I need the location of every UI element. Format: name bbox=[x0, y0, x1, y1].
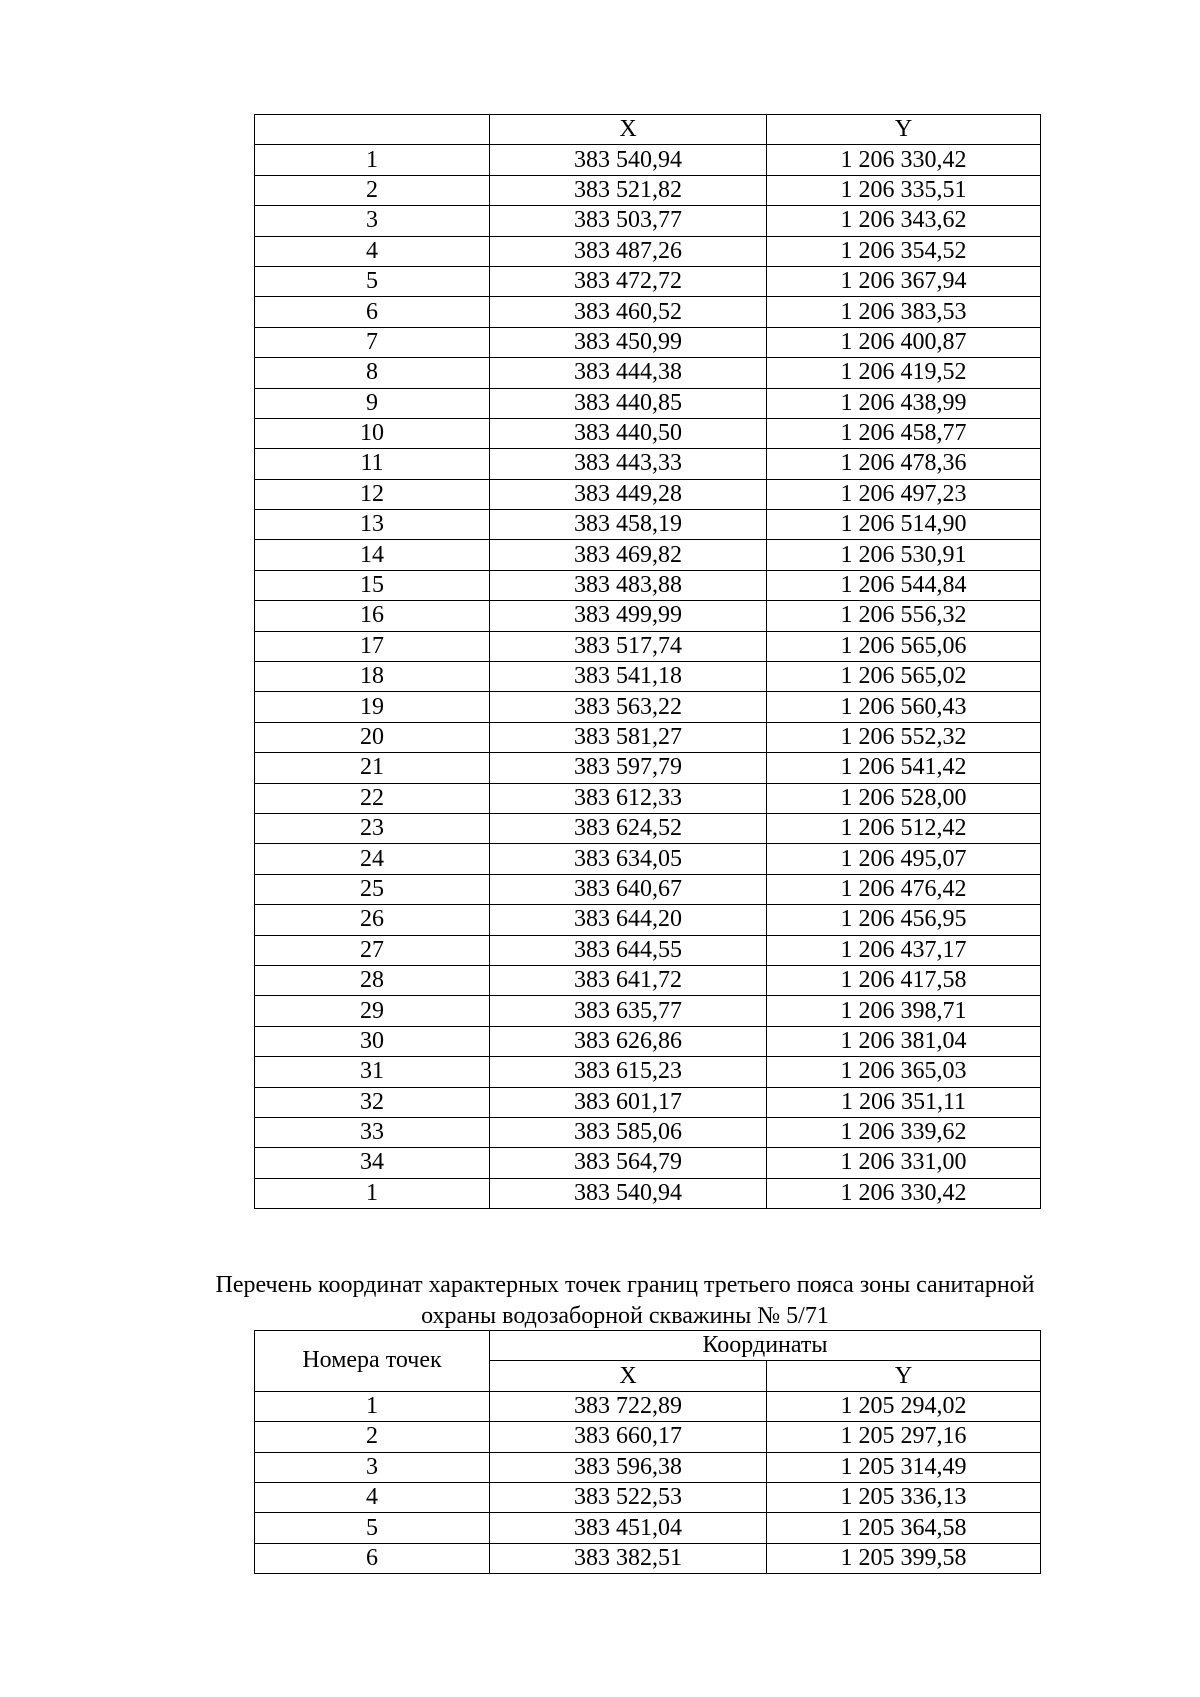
x-coordinate-cell: 383 641,72 bbox=[490, 965, 767, 995]
point-number-cell: 28 bbox=[255, 965, 490, 995]
point-number-cell: 33 bbox=[255, 1117, 490, 1147]
table-row bbox=[255, 358, 1041, 388]
table-row bbox=[255, 1452, 1041, 1482]
point-number-cell: 8 bbox=[255, 358, 490, 388]
x-coordinate-cell: 383 722,89 bbox=[490, 1391, 767, 1421]
y-coordinate-cell: 1 206 365,03 bbox=[767, 1057, 1041, 1087]
point-number-cell: 7 bbox=[255, 327, 490, 357]
y-coordinate-cell: 1 206 495,07 bbox=[767, 844, 1041, 874]
y-coordinate-cell: 1 206 417,58 bbox=[767, 965, 1041, 995]
table-row bbox=[255, 236, 1041, 266]
y-coordinate-cell: 1 206 331,00 bbox=[767, 1148, 1041, 1178]
point-number-cell: 20 bbox=[255, 722, 490, 752]
header-row bbox=[255, 1331, 1041, 1361]
y-coordinate-cell: 1 206 437,17 bbox=[767, 935, 1041, 965]
x-coordinate-cell: 383 612,33 bbox=[490, 783, 767, 813]
x-coordinate-cell: 383 635,77 bbox=[490, 996, 767, 1026]
table-row bbox=[255, 510, 1041, 540]
point-number-cell: 6 bbox=[255, 1543, 490, 1573]
y-coordinate-cell: 1 206 530,91 bbox=[767, 540, 1041, 570]
y-coordinate-cell: 1 205 399,58 bbox=[767, 1543, 1041, 1573]
header-x-cell: X bbox=[490, 1361, 767, 1391]
point-number-cell: 4 bbox=[255, 1482, 490, 1512]
x-coordinate-cell: 383 615,23 bbox=[490, 1057, 767, 1087]
y-coordinate-cell: 1 206 419,52 bbox=[767, 358, 1041, 388]
header-point-numbers-cell: Номера точек bbox=[255, 1331, 490, 1392]
point-number-cell: 10 bbox=[255, 418, 490, 448]
x-coordinate-cell: 383 626,86 bbox=[490, 1026, 767, 1056]
y-coordinate-cell: 1 206 354,52 bbox=[767, 236, 1041, 266]
y-coordinate-cell: 1 206 528,00 bbox=[767, 783, 1041, 813]
point-number-cell: 14 bbox=[255, 540, 490, 570]
x-coordinate-cell: 383 585,06 bbox=[490, 1117, 767, 1147]
table-row bbox=[255, 905, 1041, 935]
y-coordinate-cell: 1 206 343,62 bbox=[767, 206, 1041, 236]
point-number-cell: 34 bbox=[255, 1148, 490, 1178]
table-row bbox=[255, 1117, 1041, 1147]
table-body bbox=[255, 1331, 1041, 1574]
y-coordinate-cell: 1 206 514,90 bbox=[767, 510, 1041, 540]
table-body bbox=[255, 115, 1041, 1209]
point-number-cell: 9 bbox=[255, 388, 490, 418]
x-coordinate-cell: 383 450,99 bbox=[490, 327, 767, 357]
x-coordinate-cell: 383 541,18 bbox=[490, 662, 767, 692]
y-coordinate-cell: 1 206 565,06 bbox=[767, 631, 1041, 661]
table-row bbox=[255, 965, 1041, 995]
table-row bbox=[255, 388, 1041, 418]
header-x-cell: X bbox=[490, 115, 767, 145]
x-coordinate-cell: 383 564,79 bbox=[490, 1148, 767, 1178]
table-row bbox=[255, 1482, 1041, 1512]
y-coordinate-cell: 1 206 339,62 bbox=[767, 1117, 1041, 1147]
point-number-cell: 5 bbox=[255, 1513, 490, 1543]
point-number-cell: 17 bbox=[255, 631, 490, 661]
table-row bbox=[255, 449, 1041, 479]
y-coordinate-cell: 1 205 336,13 bbox=[767, 1482, 1041, 1512]
table-row bbox=[255, 1087, 1041, 1117]
table-row bbox=[255, 175, 1041, 205]
point-number-cell: 32 bbox=[255, 1087, 490, 1117]
y-coordinate-cell: 1 206 438,99 bbox=[767, 388, 1041, 418]
point-number-cell: 3 bbox=[255, 1452, 490, 1482]
y-coordinate-cell: 1 206 456,95 bbox=[767, 905, 1041, 935]
point-number-cell: 2 bbox=[255, 175, 490, 205]
table-row bbox=[255, 662, 1041, 692]
x-coordinate-cell: 383 443,33 bbox=[490, 449, 767, 479]
table-row bbox=[255, 783, 1041, 813]
y-coordinate-cell: 1 205 314,49 bbox=[767, 1452, 1041, 1482]
x-coordinate-cell: 383 644,55 bbox=[490, 935, 767, 965]
table-row bbox=[255, 874, 1041, 904]
x-coordinate-cell: 383 521,82 bbox=[490, 175, 767, 205]
table-row bbox=[255, 1513, 1041, 1543]
table-row bbox=[255, 418, 1041, 448]
point-number-cell: 26 bbox=[255, 905, 490, 935]
table-row bbox=[255, 327, 1041, 357]
table-row bbox=[255, 1543, 1041, 1573]
y-coordinate-cell: 1 206 383,53 bbox=[767, 297, 1041, 327]
header-row bbox=[255, 115, 1041, 145]
table-row bbox=[255, 1026, 1041, 1056]
table-row bbox=[255, 813, 1041, 843]
y-coordinate-cell: 1 206 458,77 bbox=[767, 418, 1041, 448]
y-coordinate-cell: 1 206 351,11 bbox=[767, 1087, 1041, 1117]
x-coordinate-cell: 383 597,79 bbox=[490, 753, 767, 783]
table-row bbox=[255, 145, 1041, 175]
table-row bbox=[255, 692, 1041, 722]
y-coordinate-cell: 1 206 400,87 bbox=[767, 327, 1041, 357]
point-number-cell: 4 bbox=[255, 236, 490, 266]
y-coordinate-cell: 1 205 364,58 bbox=[767, 1513, 1041, 1543]
x-coordinate-cell: 383 517,74 bbox=[490, 631, 767, 661]
x-coordinate-cell: 383 487,26 bbox=[490, 236, 767, 266]
x-coordinate-cell: 383 458,19 bbox=[490, 510, 767, 540]
table-row bbox=[255, 844, 1041, 874]
table-row bbox=[255, 540, 1041, 570]
point-number-cell: 22 bbox=[255, 783, 490, 813]
point-number-cell: 15 bbox=[255, 570, 490, 600]
point-number-cell: 5 bbox=[255, 266, 490, 296]
y-coordinate-cell: 1 206 367,94 bbox=[767, 266, 1041, 296]
table-row bbox=[255, 297, 1041, 327]
header-y-cell: Y bbox=[767, 115, 1041, 145]
x-coordinate-cell: 383 522,53 bbox=[490, 1482, 767, 1512]
x-coordinate-cell: 383 634,05 bbox=[490, 844, 767, 874]
point-number-cell: 31 bbox=[255, 1057, 490, 1087]
x-coordinate-cell: 383 440,85 bbox=[490, 388, 767, 418]
point-number-cell: 11 bbox=[255, 449, 490, 479]
table-row bbox=[255, 1391, 1041, 1421]
x-coordinate-cell: 383 469,82 bbox=[490, 540, 767, 570]
table-row bbox=[255, 601, 1041, 631]
y-coordinate-cell: 1 206 552,32 bbox=[767, 722, 1041, 752]
x-coordinate-cell: 383 540,94 bbox=[490, 1178, 767, 1208]
y-coordinate-cell: 1 206 497,23 bbox=[767, 479, 1041, 509]
table-row bbox=[255, 206, 1041, 236]
table-row bbox=[255, 1178, 1041, 1208]
x-coordinate-cell: 383 624,52 bbox=[490, 813, 767, 843]
y-coordinate-cell: 1 206 330,42 bbox=[767, 145, 1041, 175]
header-number-cell bbox=[255, 115, 490, 145]
y-coordinate-cell: 1 206 560,43 bbox=[767, 692, 1041, 722]
point-number-cell: 2 bbox=[255, 1422, 490, 1452]
y-coordinate-cell: 1 206 476,42 bbox=[767, 874, 1041, 904]
y-coordinate-cell: 1 206 556,32 bbox=[767, 601, 1041, 631]
x-coordinate-cell: 383 503,77 bbox=[490, 206, 767, 236]
y-coordinate-cell: 1 206 544,84 bbox=[767, 570, 1041, 600]
point-number-cell: 16 bbox=[255, 601, 490, 631]
y-coordinate-cell: 1 206 335,51 bbox=[767, 175, 1041, 205]
table-row bbox=[255, 935, 1041, 965]
table-row bbox=[255, 570, 1041, 600]
y-coordinate-cell: 1 205 294,02 bbox=[767, 1391, 1041, 1421]
point-number-cell: 25 bbox=[255, 874, 490, 904]
x-coordinate-cell: 383 640,67 bbox=[490, 874, 767, 904]
table-row bbox=[255, 996, 1041, 1026]
table-row bbox=[255, 1057, 1041, 1087]
coordinates-table-continued bbox=[254, 114, 1041, 1209]
point-number-cell: 1 bbox=[255, 145, 490, 175]
x-coordinate-cell: 383 499,99 bbox=[490, 601, 767, 631]
caption-line-1: Перечень координат характерных точек границ третьего пояса зоны санитарной bbox=[215, 1272, 1035, 1298]
point-number-cell: 1 bbox=[255, 1178, 490, 1208]
point-number-cell: 12 bbox=[255, 479, 490, 509]
x-coordinate-cell: 383 540,94 bbox=[490, 145, 767, 175]
table-row bbox=[255, 479, 1041, 509]
point-number-cell: 29 bbox=[255, 996, 490, 1026]
y-coordinate-cell: 1 206 330,42 bbox=[767, 1178, 1041, 1208]
table-row bbox=[255, 1422, 1041, 1452]
x-coordinate-cell: 383 644,20 bbox=[490, 905, 767, 935]
x-coordinate-cell: 383 449,28 bbox=[490, 479, 767, 509]
table-row bbox=[255, 631, 1041, 661]
table-row bbox=[255, 722, 1041, 752]
point-number-cell: 24 bbox=[255, 844, 490, 874]
point-number-cell: 6 bbox=[255, 297, 490, 327]
point-number-cell: 3 bbox=[255, 206, 490, 236]
y-coordinate-cell: 1 206 478,36 bbox=[767, 449, 1041, 479]
y-coordinate-cell: 1 206 541,42 bbox=[767, 753, 1041, 783]
y-coordinate-cell: 1 206 512,42 bbox=[767, 813, 1041, 843]
x-coordinate-cell: 383 483,88 bbox=[490, 570, 767, 600]
y-coordinate-cell: 1 206 565,02 bbox=[767, 662, 1041, 692]
x-coordinate-cell: 383 451,04 bbox=[490, 1513, 767, 1543]
point-number-cell: 18 bbox=[255, 662, 490, 692]
table-row bbox=[255, 266, 1041, 296]
x-coordinate-cell: 383 581,27 bbox=[490, 722, 767, 752]
x-coordinate-cell: 383 596,38 bbox=[490, 1452, 767, 1482]
point-number-cell: 27 bbox=[255, 935, 490, 965]
table-caption bbox=[150, 1270, 1100, 1332]
x-coordinate-cell: 383 460,52 bbox=[490, 297, 767, 327]
x-coordinate-cell: 383 382,51 bbox=[490, 1543, 767, 1573]
point-number-cell: 1 bbox=[255, 1391, 490, 1421]
header-coordinates-cell: Координаты bbox=[490, 1331, 1041, 1361]
point-number-cell: 30 bbox=[255, 1026, 490, 1056]
x-coordinate-cell: 383 440,50 bbox=[490, 418, 767, 448]
caption-line-2: охраны водозаборной скважины № 5/71 bbox=[421, 1303, 829, 1329]
point-number-cell: 19 bbox=[255, 692, 490, 722]
x-coordinate-cell: 383 601,17 bbox=[490, 1087, 767, 1117]
table-row bbox=[255, 1148, 1041, 1178]
point-number-cell: 21 bbox=[255, 753, 490, 783]
y-coordinate-cell: 1 206 398,71 bbox=[767, 996, 1041, 1026]
x-coordinate-cell: 383 660,17 bbox=[490, 1422, 767, 1452]
point-number-cell: 13 bbox=[255, 510, 490, 540]
third-belt-coordinates-table bbox=[254, 1330, 1041, 1574]
point-number-cell: 23 bbox=[255, 813, 490, 843]
x-coordinate-cell: 383 472,72 bbox=[490, 266, 767, 296]
header-y-cell: Y bbox=[767, 1361, 1041, 1391]
x-coordinate-cell: 383 563,22 bbox=[490, 692, 767, 722]
y-coordinate-cell: 1 206 381,04 bbox=[767, 1026, 1041, 1056]
y-coordinate-cell: 1 205 297,16 bbox=[767, 1422, 1041, 1452]
table-row bbox=[255, 753, 1041, 783]
x-coordinate-cell: 383 444,38 bbox=[490, 358, 767, 388]
